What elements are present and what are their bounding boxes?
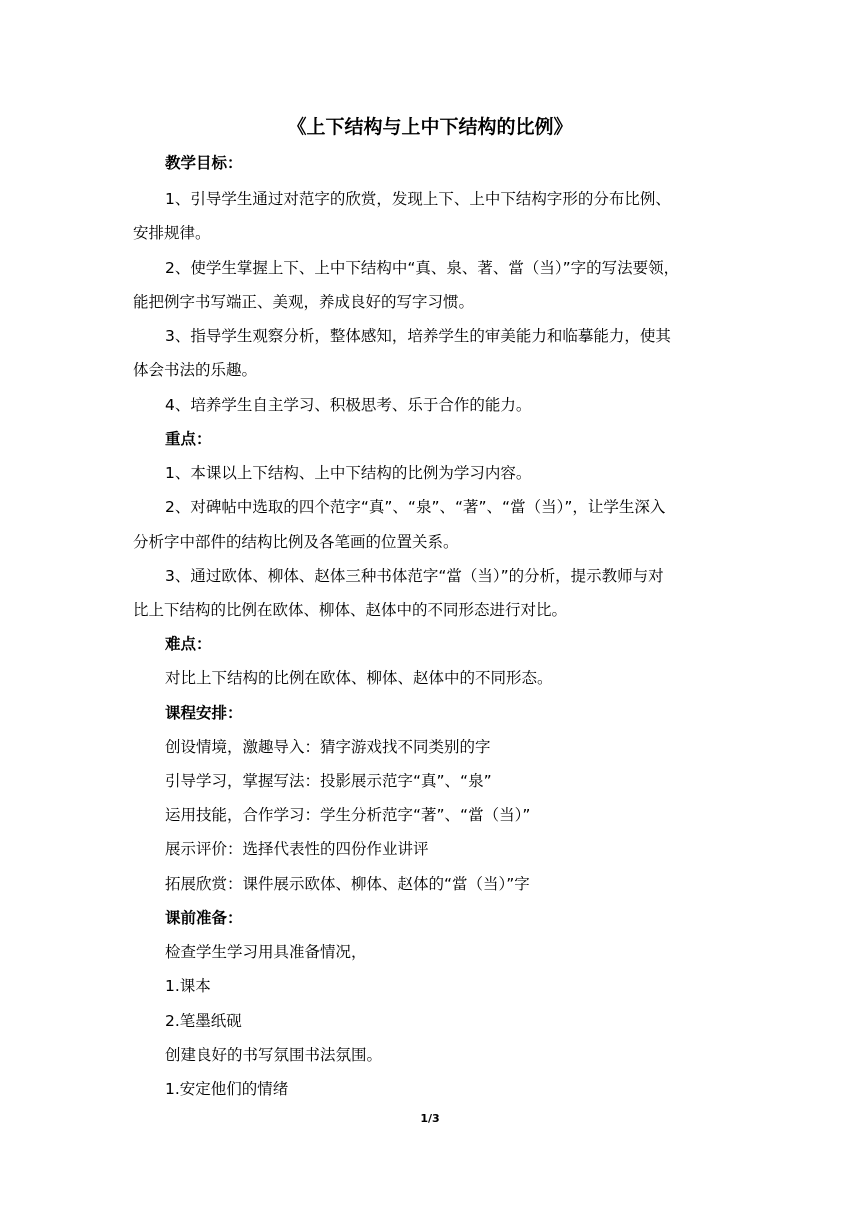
key-point-3-line-2: 比上下结构的比例在欧体、柳体、赵体中的不同形态进行对比。: [133, 601, 568, 619]
key-point-3-line-1: 3、通过欧体、柳体、赵体三种书体范字“當（当）”的分析，提示教师与对: [165, 567, 664, 585]
key-point-1: 1、本课以上下结构、上中下结构的比例为学习内容。: [165, 464, 532, 482]
schedule-heading: 课程安排：: [165, 704, 243, 722]
preparation-line-1: 检查学生学习用具准备情况，: [165, 943, 367, 961]
difficulty-heading: 难点：: [165, 635, 212, 653]
schedule-item-1: 创设情境，激趣导入：猜字游戏找不同类别的字: [165, 738, 491, 756]
preparation-line-5: 1.安定他们的情绪: [165, 1080, 289, 1098]
document-title: 《上下结构与上中下结构的比例》: [287, 116, 573, 138]
objective-2-line-1: 2、使学生掌握上下、上中下结构中“真、泉、著、當（当）”字的写法要领，: [165, 259, 680, 277]
difficulty-text: 对比上下结构的比例在欧体、柳体、赵体中的不同形态。: [165, 669, 553, 687]
objective-1-line-2: 安排规律。: [133, 224, 211, 242]
objective-4: 4、培养学生自主学习、积极思考、乐于合作的能力。: [165, 396, 532, 414]
schedule-item-5: 拓展欣赏：课件展示欧体、柳体、赵体的“當（当）”字: [165, 875, 530, 893]
key-points-heading: 重点：: [165, 430, 212, 448]
objectives-heading: 教学目标：: [165, 154, 243, 172]
preparation-line-4: 创建良好的书写氛围书法氛围。: [165, 1046, 383, 1064]
preparation-heading: 课前准备：: [165, 909, 243, 927]
page-number: 1/3: [420, 1112, 440, 1125]
objective-2-line-2: 能把例字书写端正、美观，养成良好的写字习惯。: [133, 293, 475, 311]
key-point-2-line-1: 2、对碑帖中选取的四个范字“真”、“泉”、“著”、“當（当）”，让学生深入: [165, 498, 666, 516]
key-point-2-line-2: 分析字中部件的结构比例及各笔画的位置关系。: [133, 533, 459, 551]
schedule-item-3: 运用技能，合作学习：学生分析范字“著”、“當（当）”: [165, 806, 531, 824]
schedule-item-4: 展示评价：选择代表性的四份作业讲评: [165, 840, 429, 858]
preparation-line-2: 1.课本: [165, 977, 211, 995]
objective-3-line-1: 3、指导学生观察分析，整体感知，培养学生的审美能力和临摹能力，使其: [165, 327, 671, 345]
objective-3-line-2: 体会书法的乐趣。: [133, 361, 258, 379]
preparation-line-3: 2.笔墨纸砚: [165, 1012, 242, 1030]
objective-1-line-1: 1、引导学生通过对范字的欣赏，发现上下、上中下结构字形的分布比例、: [165, 190, 671, 208]
schedule-item-2: 引导学习，掌握写法：投影展示范字“真”、“泉”: [165, 772, 492, 790]
